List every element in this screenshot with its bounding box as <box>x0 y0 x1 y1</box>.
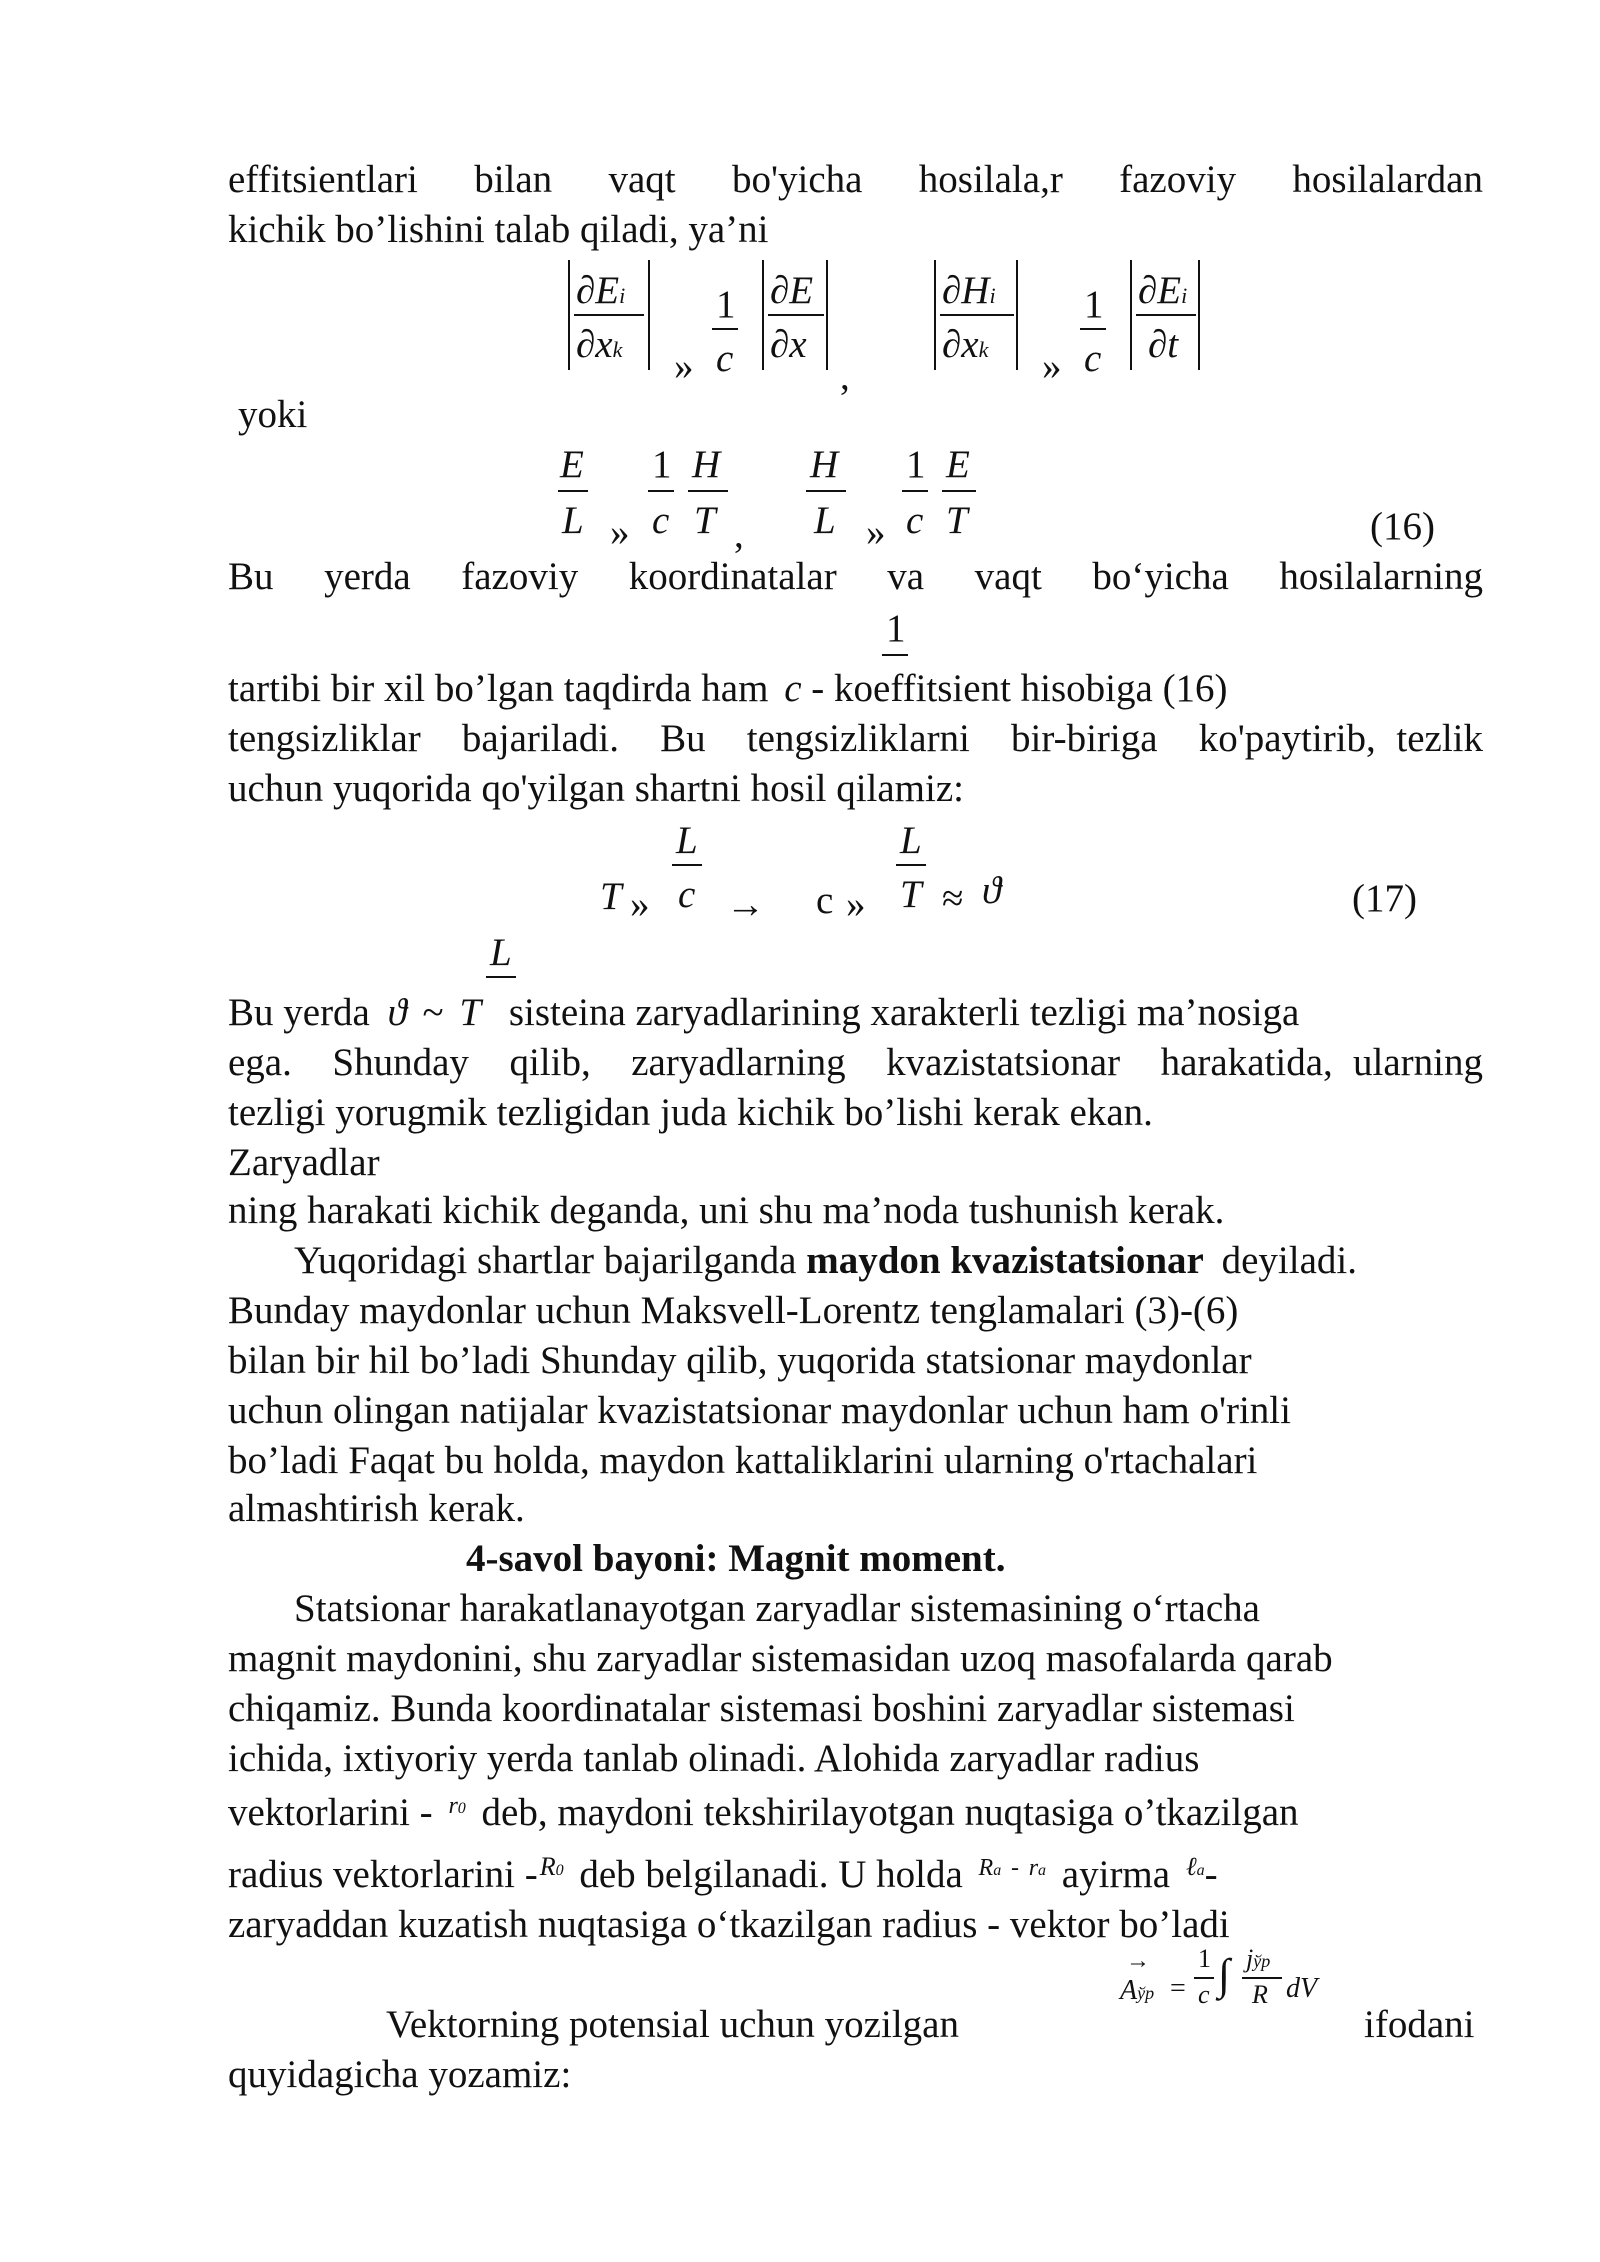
paragraph-line: radius vektorlarini -$^{R0}$ deb belgilanadi. U holda $^{Ra}$ - $^{ra}$ ayirma $^{\ell a}$- <box>228 1852 1218 1896</box>
equation-number: (17) <box>1352 877 1417 920</box>
paragraph-line: bilan bir hil bo’ladi Shunday qilib, yuqorida statsionar maydonlar <box>228 1339 1252 1382</box>
paragraph-line: zaryaddan kuzatish nuqtasiga o‘tkazilgan radius - vektor bo’ladi <box>228 1903 1230 1946</box>
paragraph-line: Yuqoridagi shartlar bajarilganda maydon kvazistatsionar deyiladi. <box>294 1239 1358 1282</box>
paragraph-line: tezligi yorugmik tezligidan juda kichik bo’lishi kerak ekan. <box>228 1091 1153 1134</box>
paragraph-line: tengsizliklar bajariladi. Bu tengsizliklarni bir-biriga ko'paytirib, tezlik <box>228 717 1483 760</box>
paragraph-line: Vektorning potensial uchun yozilgan <box>386 2003 959 2046</box>
paragraph-line: uchun yuqorida qo'yilgan shartni hosil qilamiz: <box>228 767 964 810</box>
paragraph-line: effitsientlari bilan vaqt bo'yicha hosilala,r fazoviy hosilalardan <box>228 158 1483 201</box>
paragraph-line: almashtirish kerak. <box>228 1487 525 1530</box>
document-page: effitsientlari bilan vaqt bo'yicha hosilala,r fazoviy hosilalardan kichik bo’lishini talab qiladi, ya’ni ∂Ei ∂xk » 1 c ∂E ∂x , ∂Hi ∂xk » 1 c ∂Ei ∂t yoki E L » 1 c H T , H L » 1 c E T (16) Bu yerda fazoviy koordinatalar va vaqt bo‘yicha hosilalarning 1 tartibi bir xil bo’lgan taqdirda ham c - koeffitsient hisobiga (16) tengsizliklar bajariladi. Bu tengsizliklarni bir-biriga ko'paytirib, tezlik uchun yuqorida qo'yilgan shartni hosil qilamiz: L T » c → c » L T ≈ ϑ (17) L Bu yerda ϑ ~ T sisteina zaryadlarining xarakterli tezligi ma’nosiga ega. Shunday qilib, zaryadlarning kvazistatsionar harakatida, ularning tezligi yorugmik tezligidan juda kichik bo’lishi kerak ekan. Zaryadlar ning harakati kichik deganda, uni shu ma’noda tushunish kerak. Yuqoridagi shartlar bajarilganda maydon kvazistatsionar deyiladi. Bunday maydonlar uchun Maksvell-Lorentz tenglamalari (3)-(6) bilan bir hil bo’ladi Shunday qilib, yuqorida statsionar maydonlar uchun olingan natijalar kvazistatsionar maydonlar uchun ham o'rinli bo’ladi Faqat bu holda, maydon kattaliklarini ularning o'rtachalari almashtirish kerak. 4-savol bayoni: Magnit moment. Statsionar harakatlanayotgan zaryadlar sistemasining o‘rtacha magnit maydonini, shu zaryadlar sistemasidan uzoq masofalarda qarab chiqamiz. Bunda koordinatalar sistemasi boshini zaryadlar sistemasi ichida, ixtiyoriy yerda tanlab olinadi. Alohida zaryadlar radius vektorlarini - $^{r0}$ deb, maydoni tekshirilayotgan nuqtasiga o’tkazilgan radius vektorlarini -$^{R0}$ deb belgilanadi. U holda $^{Ra}$ - $^{ra}$ ayirma $^{\ell a}$- zaryaddan kuzatish nuqtasiga o‘tkazilgan radius - vektor bo’ladi Vektorning potensial uchun yozilgan → Aўр = 1 c ∫ jўр R dV ifodani quyidagicha yozamiz: <box>0 0 1600 2262</box>
paragraph-line: magnit maydonini, shu zaryadlar sistemasidan uzoq masofalarda qarab <box>228 1637 1333 1680</box>
paragraph-line: vektorlarini - $^{r0}$ deb, maydoni tekshirilayotgan nuqtasiga o’tkazilgan <box>228 1791 1299 1834</box>
paragraph-line: quyidagicha yozamiz: <box>228 2053 572 2096</box>
paragraph-line: bo’ladi Faqat bu holda, maydon kattaliklarini ularning o'rtachalari <box>228 1439 1258 1482</box>
paragraph-line: tartibi bir xil bo’lgan taqdirda ham c - koeffitsient hisobiga (16) <box>228 667 1228 710</box>
paragraph-line: Statsionar harakatlanayotgan zaryadlar sistemasining o‘rtacha <box>294 1587 1260 1630</box>
paragraph-line: kichik bo’lishini talab qiladi, ya’ni <box>228 208 769 251</box>
paragraph-line: ega. Shunday qilib, zaryadlarning kvazistatsionar harakatida, ularning <box>228 1041 1483 1084</box>
yoki-word: yoki <box>238 393 308 436</box>
section-heading: 4-savol bayoni: Magnit moment. <box>466 1537 1006 1580</box>
paragraph-line: ichida, ixtiyoriy yerda tanlab olinadi. Alohida zaryadlar radius <box>228 1737 1200 1780</box>
paragraph-line: ning harakati kichik deganda, uni shu ma’noda tushunish kerak. <box>228 1189 1225 1232</box>
paragraph-line: chiqamiz. Bunda koordinatalar sistemasi boshini zaryadlar sistemasi <box>228 1687 1295 1730</box>
paragraph-line: uchun olingan natijalar kvazistatsionar maydonlar uchun ham o'rinli <box>228 1389 1291 1432</box>
paragraph-line: ifodani <box>1364 2003 1475 2046</box>
equation-number: (16) <box>1370 505 1435 548</box>
paragraph-line: Zaryadlar <box>228 1141 380 1184</box>
paragraph-line: Bu yerda ϑ ~ T sisteina zaryadlarining xarakterli tezligi ma’nosiga <box>228 991 1300 1034</box>
paragraph-line: Bunday maydonlar uchun Maksvell-Lorentz tenglamalari (3)-(6) <box>228 1289 1239 1332</box>
paragraph-line: Bu yerda fazoviy koordinatalar va vaqt bo‘yicha hosilalarning <box>228 555 1483 598</box>
